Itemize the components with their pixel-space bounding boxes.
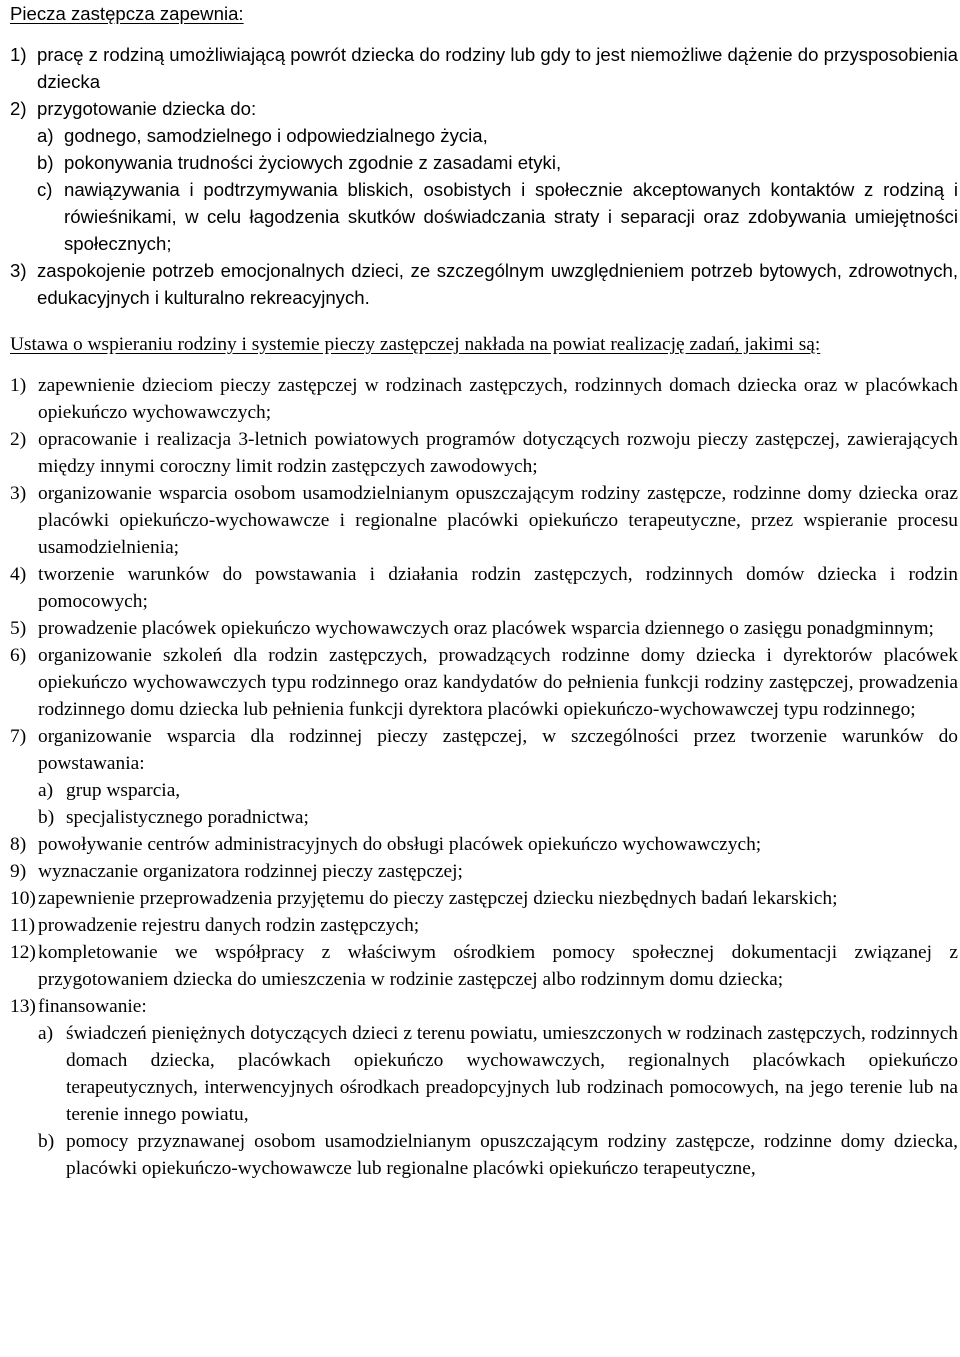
list-item [10,642,958,723]
list-item [10,993,958,1020]
item-text: przygotowanie dziecka do: [37,98,257,119]
sublist-item [38,804,958,831]
sublist [10,777,958,831]
list-item [10,480,958,561]
item-number: 3) [10,483,27,504]
item-text: powoływanie centrów administracyjnych do obsługi placówek opiekuńczo wychowawczych; [38,834,762,855]
item-number: 12) [10,942,36,963]
item-text: tworzenie warunków do powstawania i działania rodzin zastępczych, rodzinnych domów dziecka i rodzin pomocowych; [38,564,958,612]
sublist-item [38,1020,958,1128]
item-text: prowadzenie placówek opiekuńczo wychowawczych oraz placówek wsparcia dziennego o zasięgu ponadgminnym; [38,618,934,639]
item-text: kompletowanie we współpracy z właściwym ośrodkiem pomocy społecznej dokumentacji związanej z przygotowaniem dziecka do umieszczenia w rodzinie zastępczej albo rodzinnym domu dziecka; [38,942,958,990]
list-item [10,885,958,912]
list-item [10,912,958,939]
item-number: 10) [10,888,36,909]
list-item [10,426,958,480]
item-number: 11) [10,915,36,936]
list-item [10,41,958,95]
item-text: pokonywania trudności życiowych zgodnie z zasadami etyki, [64,152,562,173]
item-text: zapewnienie dzieciom pieczy zastępczej w rodzinach zastępczych, rodzinnych domach dziecka oraz w placówkach opiekuńczo wychowawczych; [38,375,958,423]
section-care-provides [10,0,958,311]
item-text: prowadzenie rejestru danych rodzin zastępczych; [38,915,420,936]
item-text: specjalistycznego poradnictwa; [66,807,309,828]
list-item [10,831,958,858]
item-text: godnego, samodzielnego i odpowiedzialnego życia, [64,125,488,146]
item-number: 9) [10,861,27,882]
sublist-item [38,777,958,804]
item-number: 1) [10,44,27,65]
item-text: nawiązywania i podtrzymywania bliskich, osobistych i społecznie akceptowanych kontaktów z rodziną i rówieśnikami, w celu łagodzenia skutków doświadczania straty i separacji oraz zdobywania umiejętności społecznych; [64,179,958,254]
item-number: 3) [10,260,27,281]
item-number: c) [37,179,53,200]
item-text: pomocy przyznawanej osobom usamodzielnianym opuszczającym rodziny zastępcze, rodzinne domy dziecka, placówki opiekuńczo-wychowawcze lub regionalne placówki opiekuńczo terapeutyczne, [66,1131,958,1179]
sublist [10,1020,958,1182]
item-text: pracę z rodziną umożliwiającą powrót dziecka do rodziny lub gdy to jest niemożliwe dążenie do przysposobienia dziecka [37,44,958,92]
item-number: b) [38,807,55,828]
list-item [10,615,958,642]
list-item [10,939,958,993]
item-number: 7) [10,726,27,747]
item-number: 2) [10,98,27,119]
list-item [10,858,958,885]
section-heading: Piecza zastępcza zapewnia: [10,3,244,24]
list-item [10,257,958,311]
item-number: 4) [10,564,27,585]
item-number: a) [38,780,54,801]
list-item [10,372,958,426]
item-text: zaspokojenie potrzeb emocjonalnych dzieci, ze szczególnym uwzględnieniem potrzeb bytowych, zdrowotnych, edukacyjnych i kulturalno rekreacyjnych. [37,260,958,308]
item-text: opracowanie i realizacja 3-letnich powiatowych programów dotyczących rozwoju pieczy zastępczej, zawierających między innymi coroczny limit rodzin zastępczych zawodowych; [38,429,958,477]
list-item [10,95,958,122]
item-text: organizowanie wsparcia osobom usamodzielnianym opuszczającym rodziny zastępcze, rodzinne domy dziecka oraz placówki opiekuńczo-wychowawcze i regionalne placówki opiekuńczo terapeutyczne, przez wspieranie procesu usamodzielnienia; [38,483,958,558]
list-item [10,561,958,615]
item-text: finansowanie: [38,996,147,1017]
item-number: 2) [10,429,27,450]
item-text: organizowanie wsparcia dla rodzinnej pieczy zastępczej, w szczególności przez tworzenie warunków do powstawania: [38,726,958,774]
sublist-item [38,1128,958,1182]
item-text: wyznaczanie organizatora rodzinnej pieczy zastępczej; [38,861,463,882]
sublist-item [37,122,958,149]
item-number: 13) [10,996,36,1017]
item-number: 1) [10,375,27,396]
list-item [10,723,958,777]
item-text: organizowanie szkoleń dla rodzin zastępczych, prowadzących rodzinne domy dziecka i dyrektorów placówek opiekuńczo wychowawczych typu rodzinnego oraz kandydatów do pełnienia funkcji rodziny zastępczej, prowadzenia rodzinnego domu dziecka lub pełnienia funkcji dyrektora placówki opiekuńczo-wychowawczej typu rodzinnego; [38,645,958,720]
item-number: 8) [10,834,27,855]
item-number: b) [38,1131,55,1152]
item-number: a) [38,1023,54,1044]
item-number: b) [37,152,54,173]
item-number: 5) [10,618,27,639]
item-number: 6) [10,645,27,666]
sublist-item [37,149,958,176]
item-text: grup wsparcia, [66,780,181,801]
item-text: zapewnienie przeprowadzenia przyjętemu do pieczy zastępczej dziecku niezbędnych badań lekarskich; [38,888,838,909]
sublist-item [37,176,958,257]
section-county-tasks [10,331,958,1182]
item-number: a) [37,125,54,146]
sublist [10,122,958,257]
item-text: świadczeń pieniężnych dotyczących dzieci z terenu powiatu, umieszczonych w rodzinach zastępczych, rodzinnych domach dziecka, placówkach opiekuńczo wychowawczych, regionalnych placówkach opiekuńczo terapeutycznych, interwencyjnych ośrodkach preadopcyjnych lub rodzinach pomocowych, na jego terenie lub na terenie innego powiatu, [66,1023,958,1125]
section-heading: Ustawa o wspieraniu rodziny i systemie pieczy zastępczej nakłada na powiat realizację zadań, jakimi są: [10,334,821,355]
